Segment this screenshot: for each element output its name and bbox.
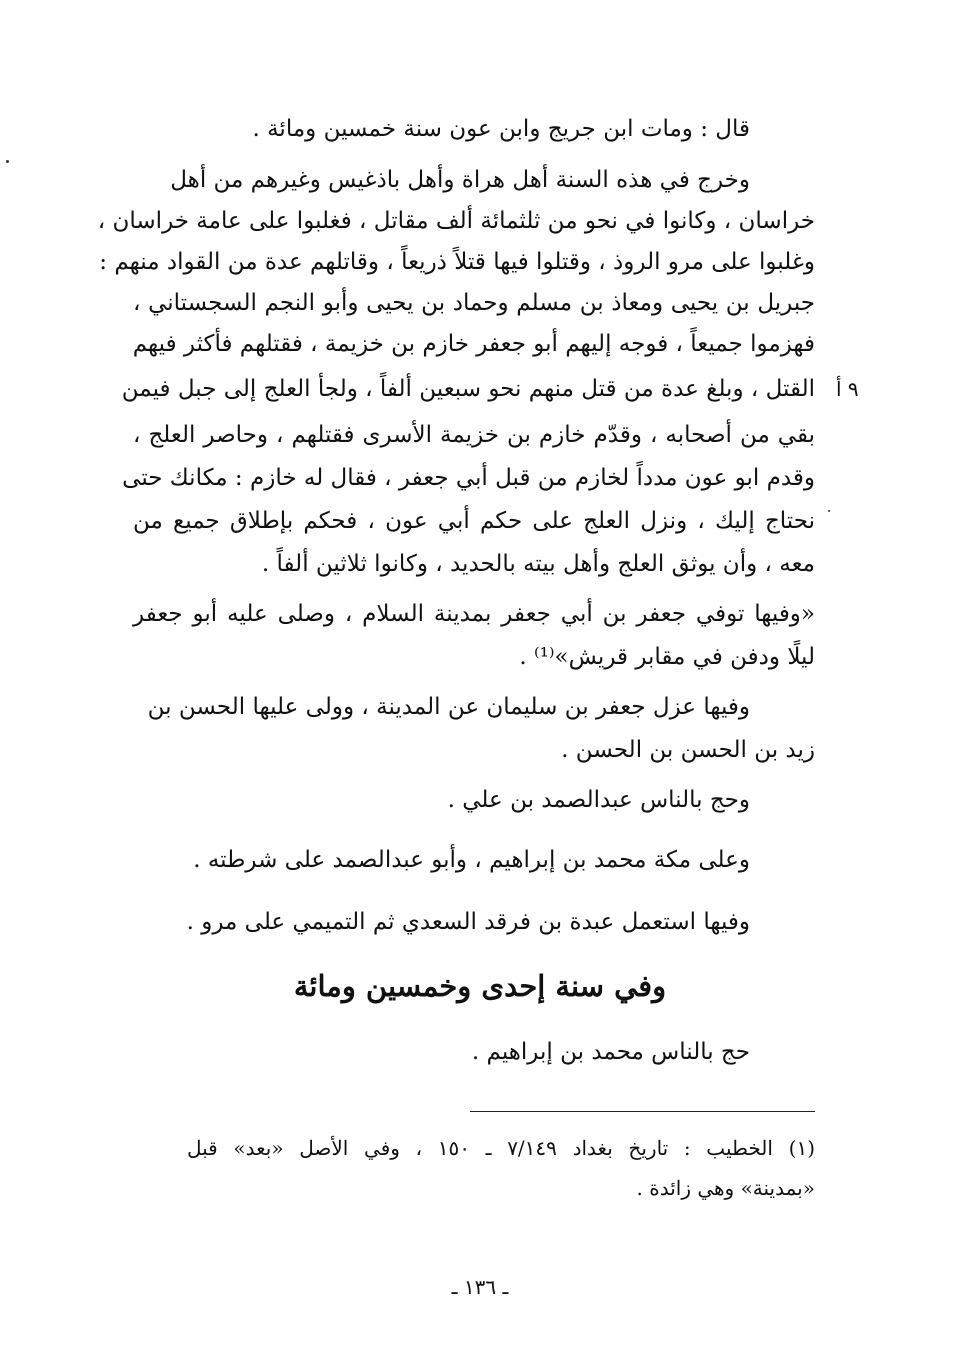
scan-speck [828, 510, 830, 512]
text-line-18: وفيها استعمل عبدة بن فرقد السعدي ثم التميمي على مرو . [186, 909, 750, 935]
paragraph-line-8: بقي من أصحابه ، وقدّم خازم بن خزيمة الأسرى فقتلهم ، وحاصر العلج ، [133, 422, 815, 448]
section-heading: وفي سنة إحدى وخمسين ومائة [293, 969, 667, 1003]
quote-line-2: ليلًا ودفن في مقابر قريش»⁽¹⁾ . [519, 644, 815, 670]
paragraph-line-15: زيد بن الحسن بن الحسن . [561, 737, 815, 763]
page-number: ـ ١٣٦ ـ [451, 1275, 509, 1299]
footnote-line-1: (١) الخطيب : تاريخ بغداد ٧/١٤٩ ـ ١٥٠ ، وفي الأصل «بعد» قبل [187, 1136, 815, 1160]
footnote-line-2: «بمدينة» وهي زائدة . [636, 1176, 815, 1200]
paragraph-line-2: وخرج في هذه السنة أهل هراة وأهل باذغيس وغيرهم من أهل [170, 167, 750, 193]
text-line-16: وحج بالناس عبدالصمد بن علي . [447, 787, 750, 813]
margin-folio-mark: ٩ أ [836, 377, 859, 401]
text-line-1: قال : ومات ابن جريج وابن عون سنة خمسين ومائة . [252, 116, 750, 142]
paragraph-line-4: وغلبوا على مرو الروذ ، وقتلوا فيها قتلاً ذريعاً ، وقاتلهم عدة من القواد منهم : [99, 249, 815, 275]
text-line-17: وعلى مكة محمد بن إبراهيم ، وأبو عبدالصمد على شرطته . [193, 847, 750, 873]
text-line-after-heading: حج بالناس محمد بن إبراهيم . [471, 1039, 750, 1065]
paragraph-line-11: معه ، وأن يوثق العلج وأهل بيته بالحديد ، وكانوا ثلاثين ألفاً . [261, 551, 815, 577]
paragraph-line-14: وفيها عزل جعفر بن سليمان عن المدينة ، وولى عليها الحسن بن [147, 694, 750, 720]
paragraph-line-3: خراسان ، وكانوا في نحو من ثلثمائة ألف مقاتل ، فغلبوا على عامة خراسان ، [97, 208, 815, 234]
paragraph-line-9: وقدم ابو عون مدداً لخازم من قبل أبي جعفر ، فقال له خازم : مكانك حتى [122, 465, 815, 491]
footnote-divider [470, 1111, 815, 1112]
scan-speck [6, 160, 9, 163]
paragraph-line-5: جبريل بن يحيى ومعاذ بن مسلم وحماد بن يحيى وأبو النجم السجستاني ، [133, 290, 815, 316]
paragraph-line-10: نحتاج إليك ، ونزل العلج على حكم أبي عون ، فحكم بإطلاق جميع من [133, 508, 815, 534]
paragraph-line-6: فهزموا جميعاً ، فوجه إليهم أبو جعفر خازم بن خزيمة ، فقتلهم فأكثر فيهم [132, 331, 815, 357]
quote-line-1: «وفيها توفي جعفر بن أبي جعفر بمدينة السلام ، وصلى عليه أبو جعفر [133, 601, 815, 627]
paragraph-line-7: القتل ، وبلغ عدة من قتل منهم نحو سبعين ألفاً ، ولجأ العلج إلى جبل فيمن [121, 376, 815, 402]
